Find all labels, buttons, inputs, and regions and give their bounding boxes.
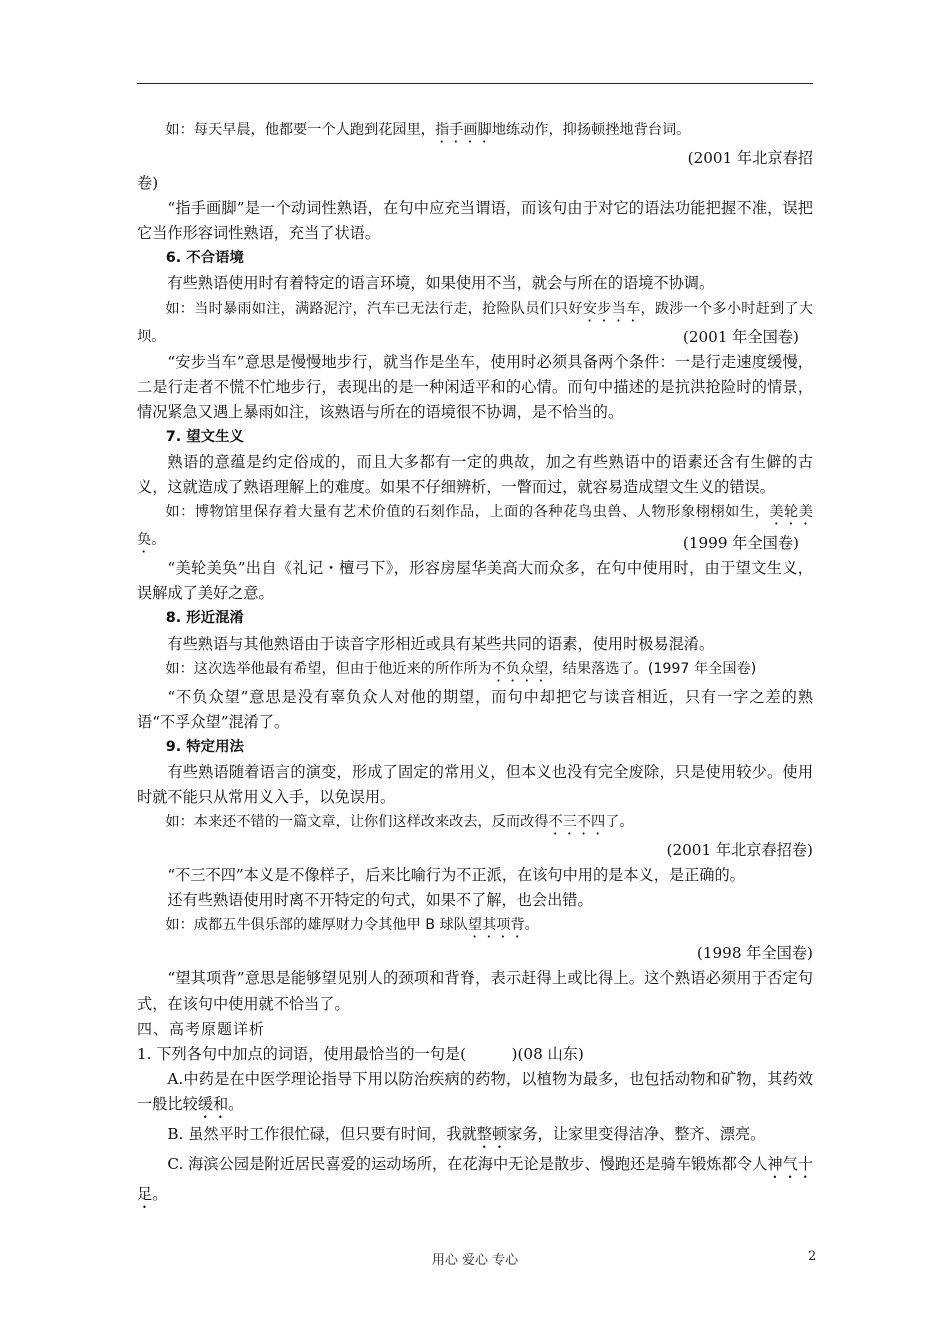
description-7: 熟语的意蕴是约定俗成的，而且大多都有一定的典故，加之有些熟语中的语素还含有生僻的古义，这就造成了熟语理解上的难度。如果不仔细辨析，一瞥而过，就容易造成望文生义的错误。 xyxy=(137,453,813,497)
example-9a xyxy=(137,810,813,838)
option-text: 家务，让家里变得洁净、整齐、漂亮。 xyxy=(507,1124,766,1143)
emphasized-term: 不三不四 xyxy=(548,814,606,831)
example-text: 如：每天早晨，他都要一个人跑到花园里， xyxy=(165,122,435,138)
option-b xyxy=(137,1122,813,1152)
emphasized-term: 不负众望 xyxy=(491,660,549,677)
explanation-8: “不负众望”意思是没有辜负众人对他的期望，而句中却把它与读音相近，只有一字之差的熟语“不孚众望”混淆了。 xyxy=(137,687,813,731)
description-8: 有些熟语与其他熟语由于读音字形相近或具有某些共同的语素，使用时极易混淆。 xyxy=(167,634,715,653)
example-text: 如：这次选举他最有希望，但由于他近来的所作所为 xyxy=(165,660,492,677)
example-text: 如：当时暴雨如注，满路泥泞，汽车已无法行走，抢险队员们只好 xyxy=(165,300,583,317)
example-text: 如：本来还不错的一篇文章，让你们这样改来改去，反而改得 xyxy=(165,814,549,831)
example-text: 如：成都五牛俱乐部的雄厚财力令其他甲 B 球队 xyxy=(165,917,468,934)
heading-8: 8. 形近混淆 xyxy=(165,610,244,627)
option-text: 。 xyxy=(152,1184,168,1203)
emphasized-term: 神气十足 xyxy=(137,1154,814,1203)
page-footer: 用心 爱心 专心 xyxy=(431,1253,519,1268)
source-7: (1999 年全国卷) xyxy=(682,534,799,553)
example-text: 。 xyxy=(524,917,539,934)
source-6: (2001 年全国卷) xyxy=(682,327,799,346)
question-1: 1. 下列各句中加点的词语，使用最恰当的一句是( )(08 山东) xyxy=(137,1044,584,1063)
example-text: 地练动作，抑扬顿挫地背台词。 xyxy=(491,122,691,138)
emphasized-term: 望其项背 xyxy=(467,917,525,934)
emphasized-term: 美轮美奂 xyxy=(137,504,813,549)
heading-7: 7. 望文生义 xyxy=(165,428,244,445)
description-9b: 还有些熟语使用时离不开特定的句式，如果不了解，也会出错。 xyxy=(167,891,593,910)
description-6: 有些熟语使用时有着特定的语言环境，如果使用不当，就会与所在的语境不协调。 xyxy=(167,274,715,293)
source-5: (2001 年北京春招 xyxy=(687,149,813,167)
page-number: 2 xyxy=(808,1249,817,1264)
explanation-9b: “望其项背”意思是能够望见别人的颈项和背脊，表示赶得上或比得上。这个熟语必须用于否定句式，在该句中使用就不恰当了。 xyxy=(137,969,813,1013)
document-body xyxy=(137,118,813,1212)
section-title: 四、高考原题详析 xyxy=(137,1019,266,1038)
example-text: 了。 xyxy=(605,814,634,831)
source-5-cont: 卷) xyxy=(137,174,159,193)
option-a xyxy=(137,1067,813,1122)
option-text: A.中药是在中医学理论指导下用以防治疾病的药物，以植物为最多，也包括动物和矿物，其药效一般比较 xyxy=(137,1069,813,1113)
explanation-7: “美轮美奂”出自《礼记・檀弓下》，形容房屋华美高大而众多，在句中使用时，由于望文生义，误解成了美好之意。 xyxy=(137,559,813,603)
source-8: (1997 年全国卷) xyxy=(647,660,757,677)
source-9b: (1998 年全国卷) xyxy=(696,944,813,963)
source-9a: (2001 年北京春招卷) xyxy=(666,841,813,860)
option-text: C. 海滨公园是附近居民喜爱的运动场所，在花海中无论是散步、慢跑还是骑车锻炼都令人 xyxy=(167,1154,768,1173)
description-9: 有些熟语随着语言的演变，形成了固定的常用义，但本义也没有完全废除，只是使用较少。使用时就不能只从常用义入手，以免误用。 xyxy=(137,762,813,806)
explanation-9a: “不三不四”本义是不像样子，后来比喻行为不正派，在该句中用的是本义，是正确的。 xyxy=(167,866,745,885)
example-8 xyxy=(137,657,813,685)
example-text: ，结果落选了。 xyxy=(548,660,648,677)
emphasized-term: 安步当车 xyxy=(582,300,641,317)
header-rule xyxy=(137,83,813,84)
example-text: 。 xyxy=(151,532,166,549)
example-5 xyxy=(137,118,813,146)
emphasized-term: 整顿 xyxy=(476,1124,508,1143)
explanation-6: “安步当车”意思是慢慢地步行，就当作是坐车，使用时必须具备两个条件：一是行走速度缓慢，二是行走者不慌不忙地步行，表现出的是一种闲适平和的心情。而句中描述的是抗洪抢险时的情景，情况紧急又遇上暴雨如注，该熟语与所在的语境很不协调，是不恰当的。 xyxy=(137,352,813,421)
emphasized-term: 缓和 xyxy=(197,1094,229,1113)
option-c xyxy=(137,1152,813,1212)
example-text: ，跋涉一个多小时赶到了大坝。 xyxy=(137,300,813,345)
example-text: 如：博物馆里保存着大量有艺术价值的石刻作品，上面的各种花鸟虫兽、人物形象栩栩如生， xyxy=(165,504,770,521)
emphasized-term: 指手画脚 xyxy=(434,122,492,138)
heading-9: 9. 特定用法 xyxy=(165,738,244,755)
option-text: 。 xyxy=(228,1094,244,1113)
example-9b xyxy=(137,913,813,941)
explanation-5: “指手画脚”是一个动词性熟语，在句中应充当谓语，而该句由于对它的语法功能把握不准，误把它当作形容词性熟语，充当了状语。 xyxy=(137,199,813,243)
heading-6: 6. 不合语境 xyxy=(165,250,244,267)
option-text: B. 虽然平时工作很忙碌，但只要有时间，我就 xyxy=(167,1124,477,1143)
